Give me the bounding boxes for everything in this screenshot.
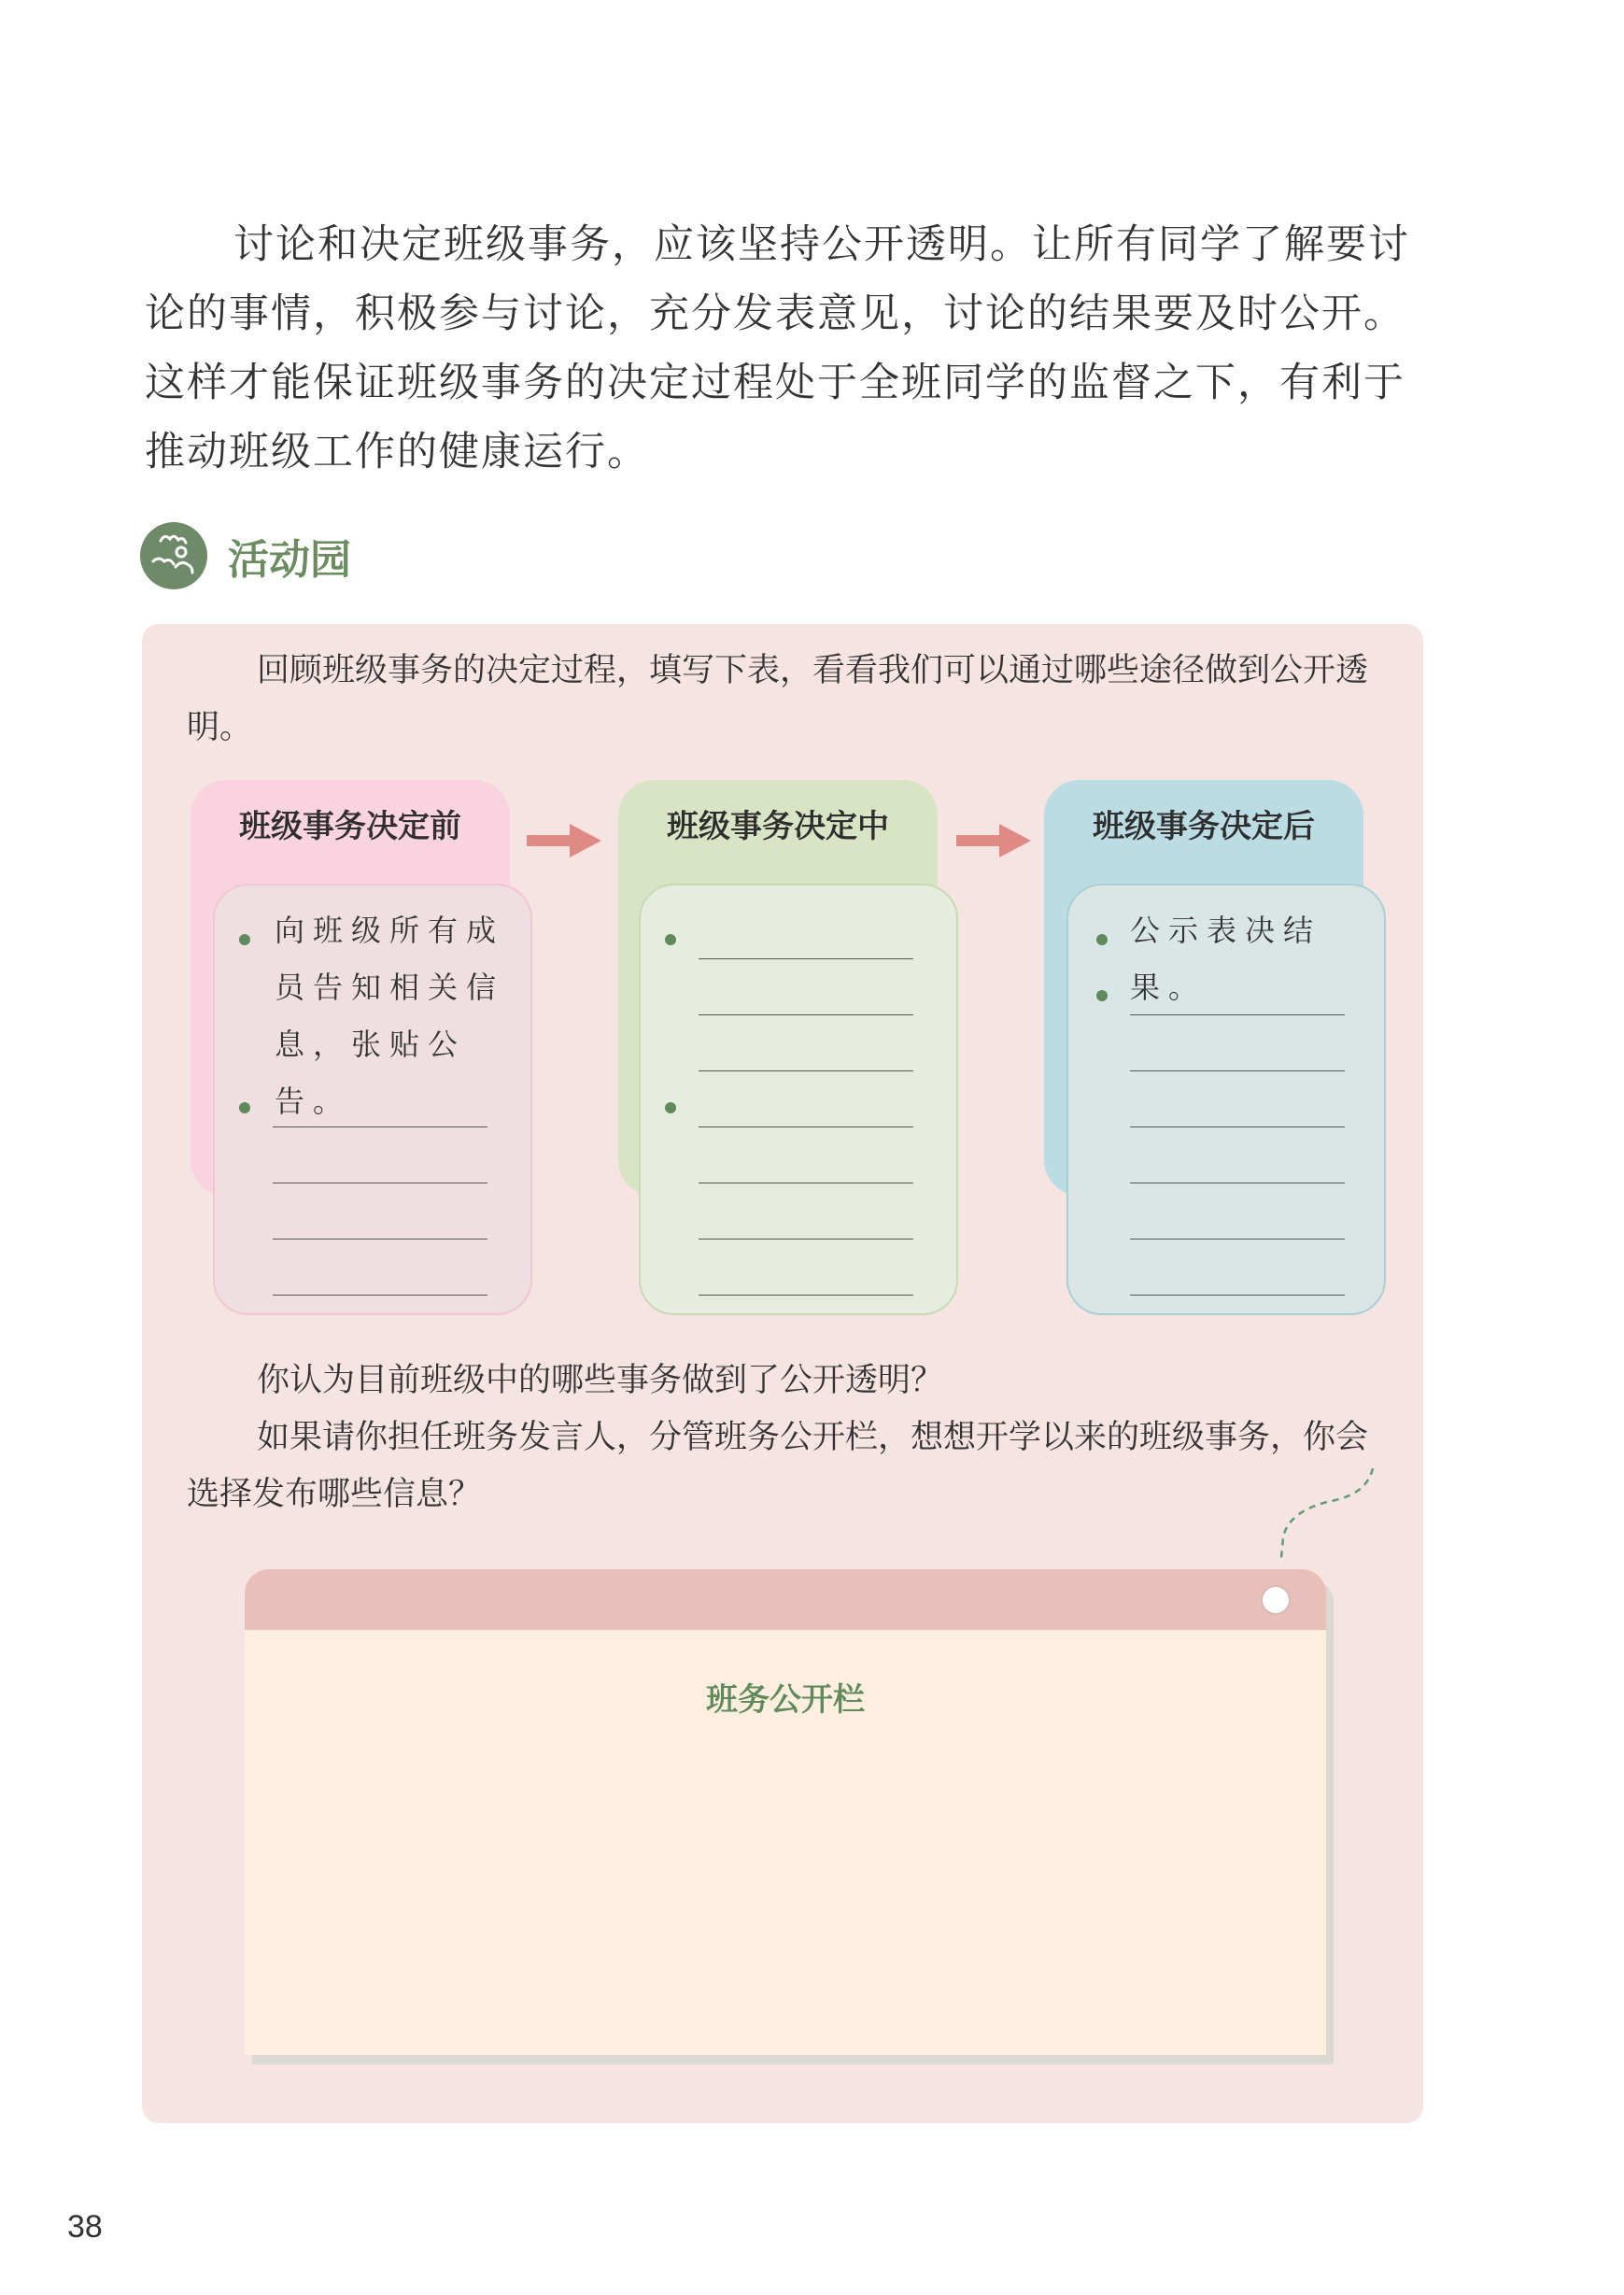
hanging-string-icon: [1253, 1465, 1384, 1577]
intro-text: 讨论和决定班级事务，应该坚持公开透明。让所有同学了解要讨论的事情，积极参与讨论，充分发表意见，讨论的结果要及时公开。这样才能保证班级事务的决定过程处于全班同学的监督之下，有利于推动班级工作的健康运行。: [145, 221, 1410, 475]
question-1: 你认为目前班级中的哪些事务做到了公开透明？: [257, 1362, 944, 1399]
activity-instruction: [187, 643, 1391, 757]
bullet-dot: [239, 1102, 250, 1113]
board-header-strip: [245, 1569, 1326, 1630]
answer-line[interactable]: [1130, 1014, 1345, 1015]
arrow-right-icon: [956, 824, 1031, 857]
pin-icon: [1261, 1585, 1291, 1615]
answer-line[interactable]: [1130, 1070, 1345, 1071]
instruction-text: 回顾班级事务的决定过程，填写下表，看看我们可以通过哪些途径做到公开透明。: [187, 652, 1369, 746]
card-after-heading: 班级事务决定后: [1093, 808, 1315, 845]
arrow-right-icon: [527, 824, 601, 857]
bullet-dot: [1096, 934, 1108, 945]
answer-line[interactable]: [699, 958, 913, 959]
answer-line[interactable]: [1130, 1126, 1345, 1127]
question-2: 如果请你担任班务发言人，分管班务公开栏，想想开学以来的班级事务，你会选择发布哪些信息？: [187, 1419, 1369, 1513]
answer-line[interactable]: [273, 1295, 487, 1296]
activity-questions: [187, 1353, 1391, 1523]
bullet-dot: [665, 1102, 676, 1113]
board-title: 班务公开栏: [706, 1681, 865, 1719]
card-during-body: [639, 884, 958, 1315]
answer-line[interactable]: [1130, 1295, 1345, 1296]
card-before-text: 向班级所有成员告知相关信息，张贴公告。: [275, 913, 505, 1119]
answer-line[interactable]: [273, 1239, 487, 1240]
answer-line[interactable]: [699, 1239, 913, 1240]
card-during-heading: 班级事务决定中: [667, 808, 889, 845]
section-title: 活动园: [228, 536, 351, 584]
bullet-dot: [1096, 990, 1108, 1001]
answer-line[interactable]: [273, 1126, 487, 1127]
bullet-dot: [665, 934, 676, 945]
card-after-text: 公示表决结果。: [1130, 913, 1322, 1005]
card-before-body: [213, 884, 532, 1315]
card-before-heading: 班级事务决定前: [239, 808, 461, 845]
class-notice-board[interactable]: [245, 1569, 1326, 2055]
card-after-body: [1066, 884, 1386, 1315]
section-header: [140, 518, 351, 593]
hands-icon: [140, 522, 207, 589]
intro-paragraph: [145, 210, 1433, 487]
answer-line[interactable]: [699, 1014, 913, 1015]
answer-line[interactable]: [699, 1070, 913, 1071]
answer-line[interactable]: [1130, 1239, 1345, 1240]
page-number: 38: [67, 2209, 103, 2245]
answer-line[interactable]: [699, 1126, 913, 1127]
answer-line[interactable]: [699, 1295, 913, 1296]
bullet-dot: [239, 934, 250, 945]
